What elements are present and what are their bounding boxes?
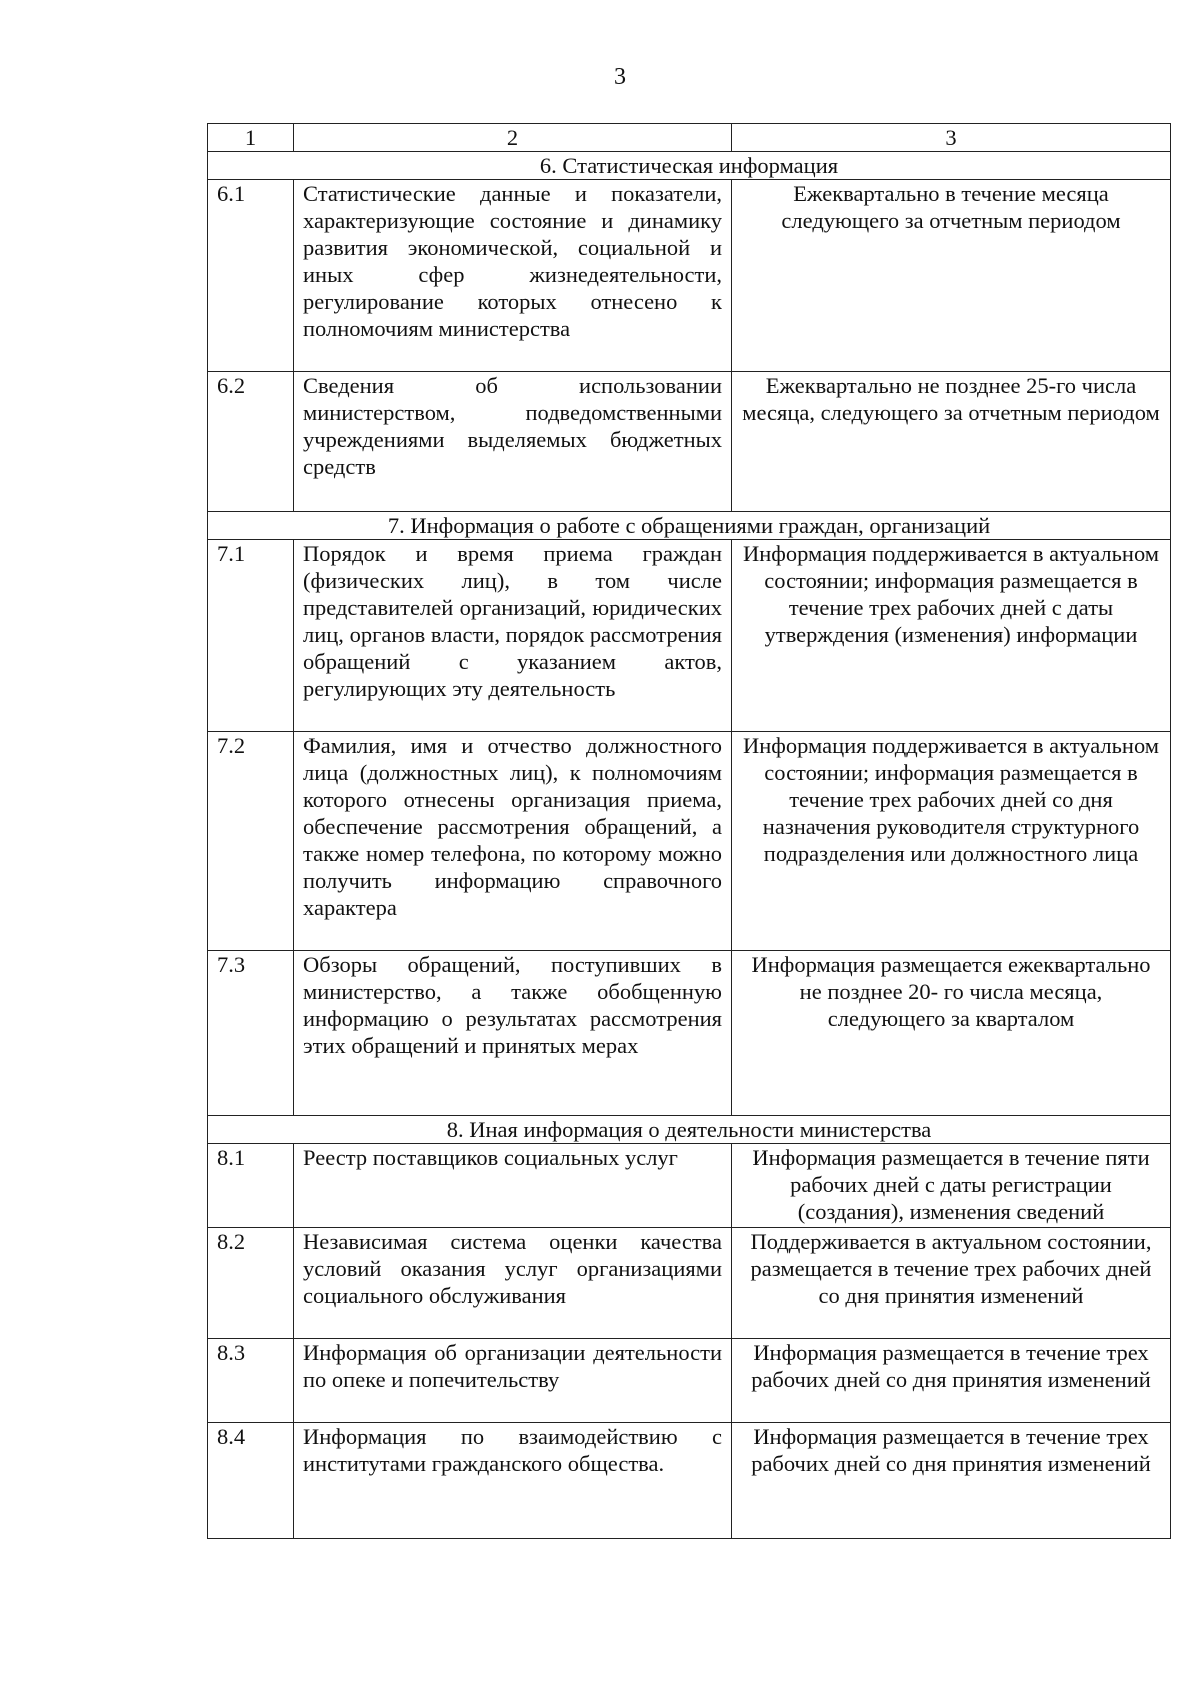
row-number: 8.4 — [208, 1423, 294, 1539]
row-number: 7.3 — [208, 951, 294, 1116]
table-row — [208, 1339, 1171, 1423]
row-deadline: Ежеквартально в течение месяца следующего за отчетным периодом — [732, 180, 1171, 372]
row-description: Информация об организации деятельности по опеке и попечительству — [294, 1339, 732, 1423]
row-deadline: Ежеквартально не позднее 25-го числа месяца, следующего за отчетным периодом — [732, 372, 1171, 512]
information-table — [207, 123, 1171, 1539]
row-description: Реестр поставщиков социальных услуг — [294, 1144, 732, 1228]
table-row — [208, 180, 1171, 372]
row-description: Фамилия, имя и отчество должностного лица (должностных лиц), к полномочиям которого отнесены организация приема, обеспечение рассмотрения обращений, а также номер телефона, по которому можно получить информацию справочного характера — [294, 732, 732, 951]
table-row — [208, 951, 1171, 1116]
row-description: Сведения об использовании министерством, подведомственными учреждениями выделяемых бюджетных средств — [294, 372, 732, 512]
row-number: 8.1 — [208, 1144, 294, 1228]
section-title: 7. Информация о работе с обращениями граждан, организаций — [208, 512, 1171, 540]
row-description: Обзоры обращений, поступивших в министерство, а также обобщенную информацию о результатах рассмотрения этих обращений и принятых мерах — [294, 951, 732, 1116]
row-deadline: Информация поддерживается в актуальном состоянии; информация размещается в течение трех рабочих дней с даты утверждения (изменения) информации — [732, 540, 1171, 732]
row-description: Статистические данные и показатели, характеризующие состояние и динамику развития экономической, социальной и иных сфер жизнедеятельности, регулирование которых отнесено к полномочиям министерства — [294, 180, 732, 372]
page-number: 3 — [614, 64, 626, 90]
row-deadline: Информация размещается в течение трех рабочих дней со дня принятия изменений — [732, 1423, 1171, 1539]
row-description: Независимая система оценки качества условий оказания услуг организациями социального обслуживания — [294, 1228, 732, 1339]
table-row — [208, 732, 1171, 951]
section-title-row — [208, 512, 1171, 540]
header-cell: 3 — [732, 124, 1171, 152]
row-deadline: Поддерживается в актуальном состоянии, размещается в течение трех рабочих дней со дня принятия изменений — [732, 1228, 1171, 1339]
row-number: 6.2 — [208, 372, 294, 512]
table-header-row — [208, 124, 1171, 152]
section-title: 6. Статистическая информация — [208, 152, 1171, 180]
table-row — [208, 1144, 1171, 1228]
section-title-row — [208, 152, 1171, 180]
row-description: Информация по взаимодействию с институтами гражданского общества. — [294, 1423, 732, 1539]
table-row — [208, 540, 1171, 732]
row-number: 6.1 — [208, 180, 294, 372]
row-deadline: Информация размещается в течение пяти рабочих дней с даты регистрации (создания), изменения сведений — [732, 1144, 1171, 1228]
row-deadline: Информация размещается ежеквартально не позднее 20- го числа месяца, следующего за кварталом — [732, 951, 1171, 1116]
table-row — [208, 1423, 1171, 1539]
row-deadline: Информация размещается в течение трех рабочих дней со дня принятия изменений — [732, 1339, 1171, 1423]
section-title: 8. Иная информация о деятельности министерства — [208, 1116, 1171, 1144]
section-title-row — [208, 1116, 1171, 1144]
table-row — [208, 372, 1171, 512]
header-cell: 1 — [208, 124, 294, 152]
row-number: 7.1 — [208, 540, 294, 732]
table-row — [208, 1228, 1171, 1339]
row-number: 7.2 — [208, 732, 294, 951]
header-cell: 2 — [294, 124, 732, 152]
row-number: 8.3 — [208, 1339, 294, 1423]
row-deadline: Информация поддерживается в актуальном состоянии; информация размещается в течение трех рабочих дней со дня назначения руководителя структурного подразделения или должностного лица — [732, 732, 1171, 951]
row-description: Порядок и время приема граждан (физических лиц), в том числе представителей организаций, юридических лиц, органов власти, порядок рассмотрения обращений с указанием актов, регулирующих эту деятельность — [294, 540, 732, 732]
row-number: 8.2 — [208, 1228, 294, 1339]
